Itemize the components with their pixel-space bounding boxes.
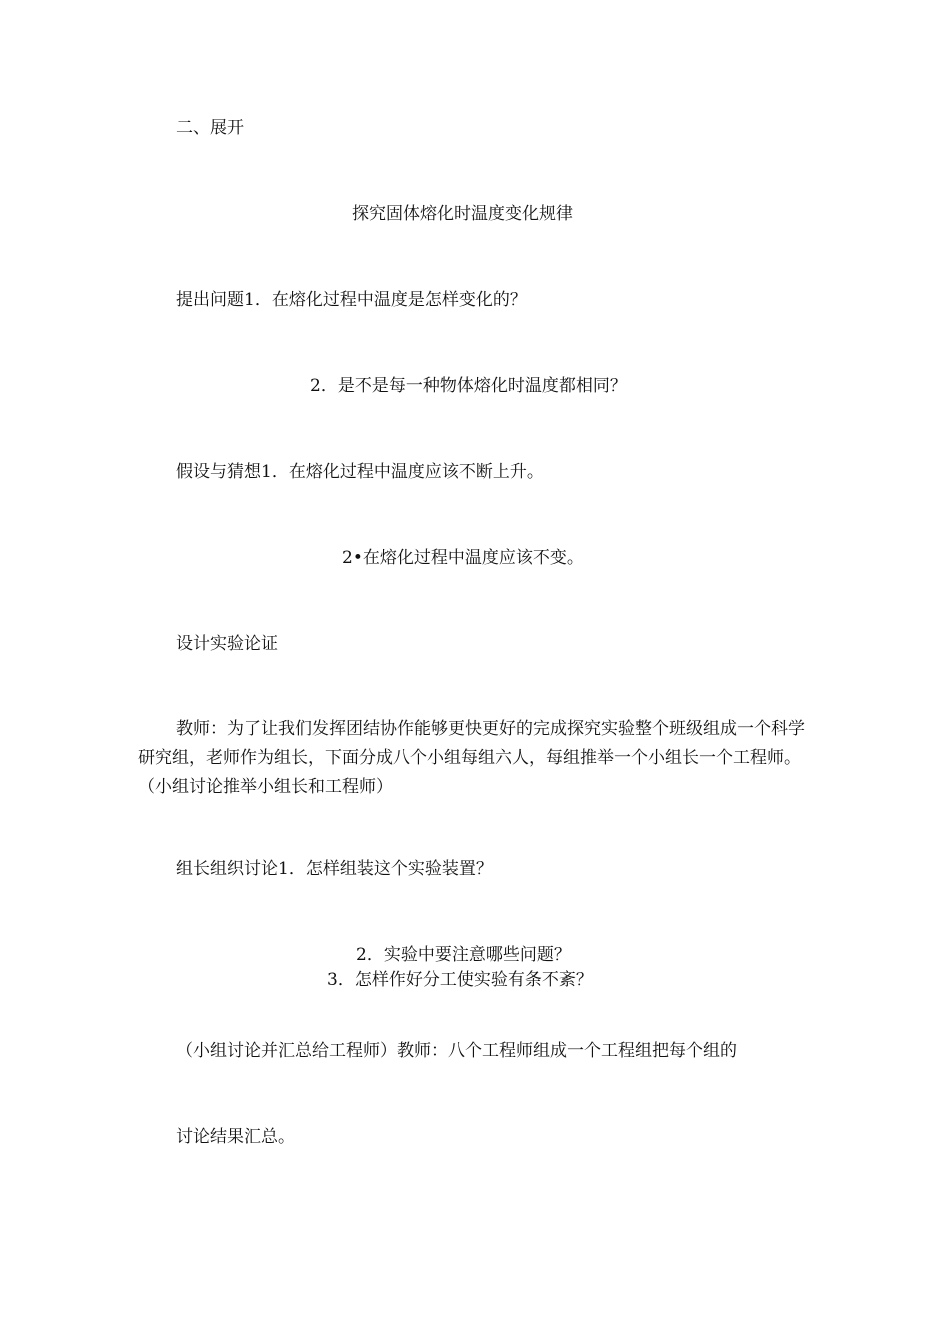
hypothesis-1: 假设与猜想1．在熔化过程中温度应该不断上升。 <box>176 462 544 482</box>
question-1: 提出问题1．在熔化过程中温度是怎样变化的？ <box>176 290 527 310</box>
page-title: 探究固体熔化时温度变化规律 <box>352 204 573 224</box>
summary-line-1: （小组讨论并汇总给工程师）教师：八个工程师组成一个工程组把每个组的 <box>176 1041 737 1061</box>
teacher-paragraph: 教师：为了让我们发挥团结协作能够更快更好的完成探究实验整个班级组成一个科学研究组，老师作为组长，下面分成八个小组每组六人，每组推举一个小组长一个工程师。（小组讨论推举小组长和工程师） <box>138 719 805 797</box>
section-heading: 二、展开 <box>176 118 244 138</box>
summary-line-2: 讨论结果汇总。 <box>176 1127 295 1147</box>
discussion-question-3: 3．怎样作好分工使实验有条不紊？ <box>327 970 593 990</box>
question-2: 2．是不是每一种物体熔化时温度都相同？ <box>310 376 627 396</box>
hypothesis-2: 2•在熔化过程中温度应该不变。 <box>342 548 584 568</box>
discussion-question-1: 组长组织讨论1．怎样组装这个实验装置？ <box>176 859 493 879</box>
discussion-question-2: 2．实验中要注意哪些问题？ <box>356 945 571 965</box>
design-heading: 设计实验论证 <box>176 634 278 654</box>
